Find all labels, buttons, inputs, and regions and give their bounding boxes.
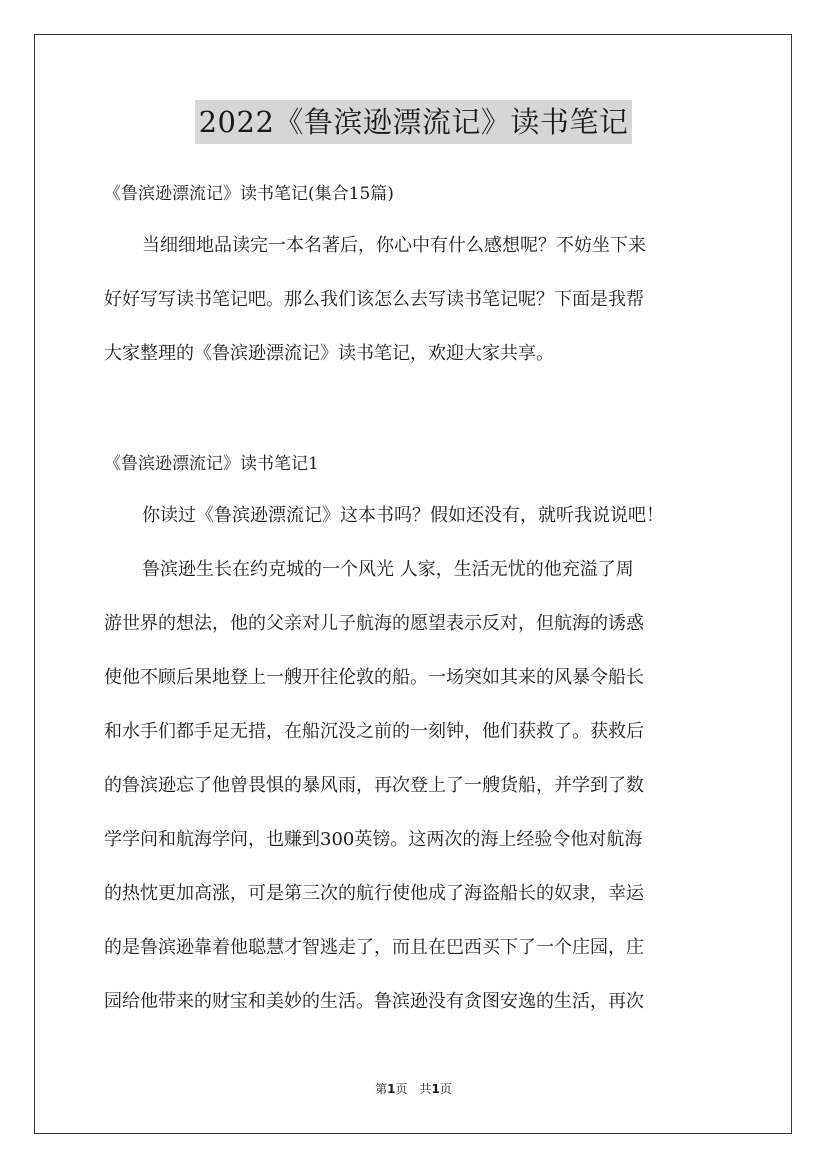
- intro-paragraph: [104, 232, 724, 394]
- intro-line: 好好写写读书笔记吧。那么我们该怎么去写读书笔记呢？下面是我帮: [104, 289, 644, 310]
- body-line: 鲁滨逊生长在约克城的一个风光 人家，生活无忧的他充溢了周: [142, 559, 634, 580]
- total-prefix: 共: [419, 1082, 432, 1096]
- body-line: 你读过《鲁滨逊漂流记》这本书吗？假如还没有，就听我说说吧！: [142, 505, 664, 526]
- document-subtitle: 《鲁滨逊漂流记》读书笔记(集合15篇): [104, 184, 394, 204]
- section-heading: 《鲁滨逊漂流记》读书笔记1: [104, 454, 319, 474]
- body-line: 使他不顾后果地登上一艘开往伦敦的船。一场突如其来的风暴令船长: [104, 667, 644, 688]
- page-prefix: 第: [375, 1082, 388, 1096]
- body-line: 和水手们都手足无措，在船沉没之前的一刻钟，他们获救了。获救后: [104, 721, 644, 742]
- body-line: 游世界的想法，他的父亲对儿子航海的愿望表示反对，但航海的诱惑: [104, 613, 644, 634]
- page-number: 1: [387, 1082, 396, 1096]
- body-line: 园给他带来的财宝和美妙的生活。鲁滨逊没有贪图安逸的生活，再次: [104, 991, 644, 1012]
- intro-line: 大家整理的《鲁滨逊漂流记》读书笔记，欢迎大家共享。: [104, 343, 554, 364]
- total-suffix: 页: [439, 1082, 452, 1096]
- document-title: 2022《鲁滨逊漂流记》读书笔记: [195, 100, 633, 144]
- total-pages: 1: [431, 1082, 440, 1096]
- intro-line: 当细细地品读完一本名著后，你心中有什么感想呢？不妨坐下来: [142, 235, 646, 256]
- title-container: [0, 100, 827, 144]
- body-line: 学学问和航海学问，也赚到300英镑。这两次的海上经验令他对航海: [104, 829, 643, 850]
- body-line: 的鲁滨逊忘了他曾畏惧的暴风雨，再次登上了一艘货船，并学到了数: [104, 775, 644, 796]
- body-line: 的热忱更加高涨，可是第三次的航行使他成了海盗船长的奴隶，幸运: [104, 883, 644, 904]
- page-suffix: 页: [395, 1082, 408, 1096]
- page-footer: [0, 1080, 827, 1097]
- section-body: [104, 502, 724, 1042]
- body-line: 的是鲁滨逊靠着他聪慧才智逃走了，而且在巴西买下了一个庄园，庄: [104, 937, 644, 958]
